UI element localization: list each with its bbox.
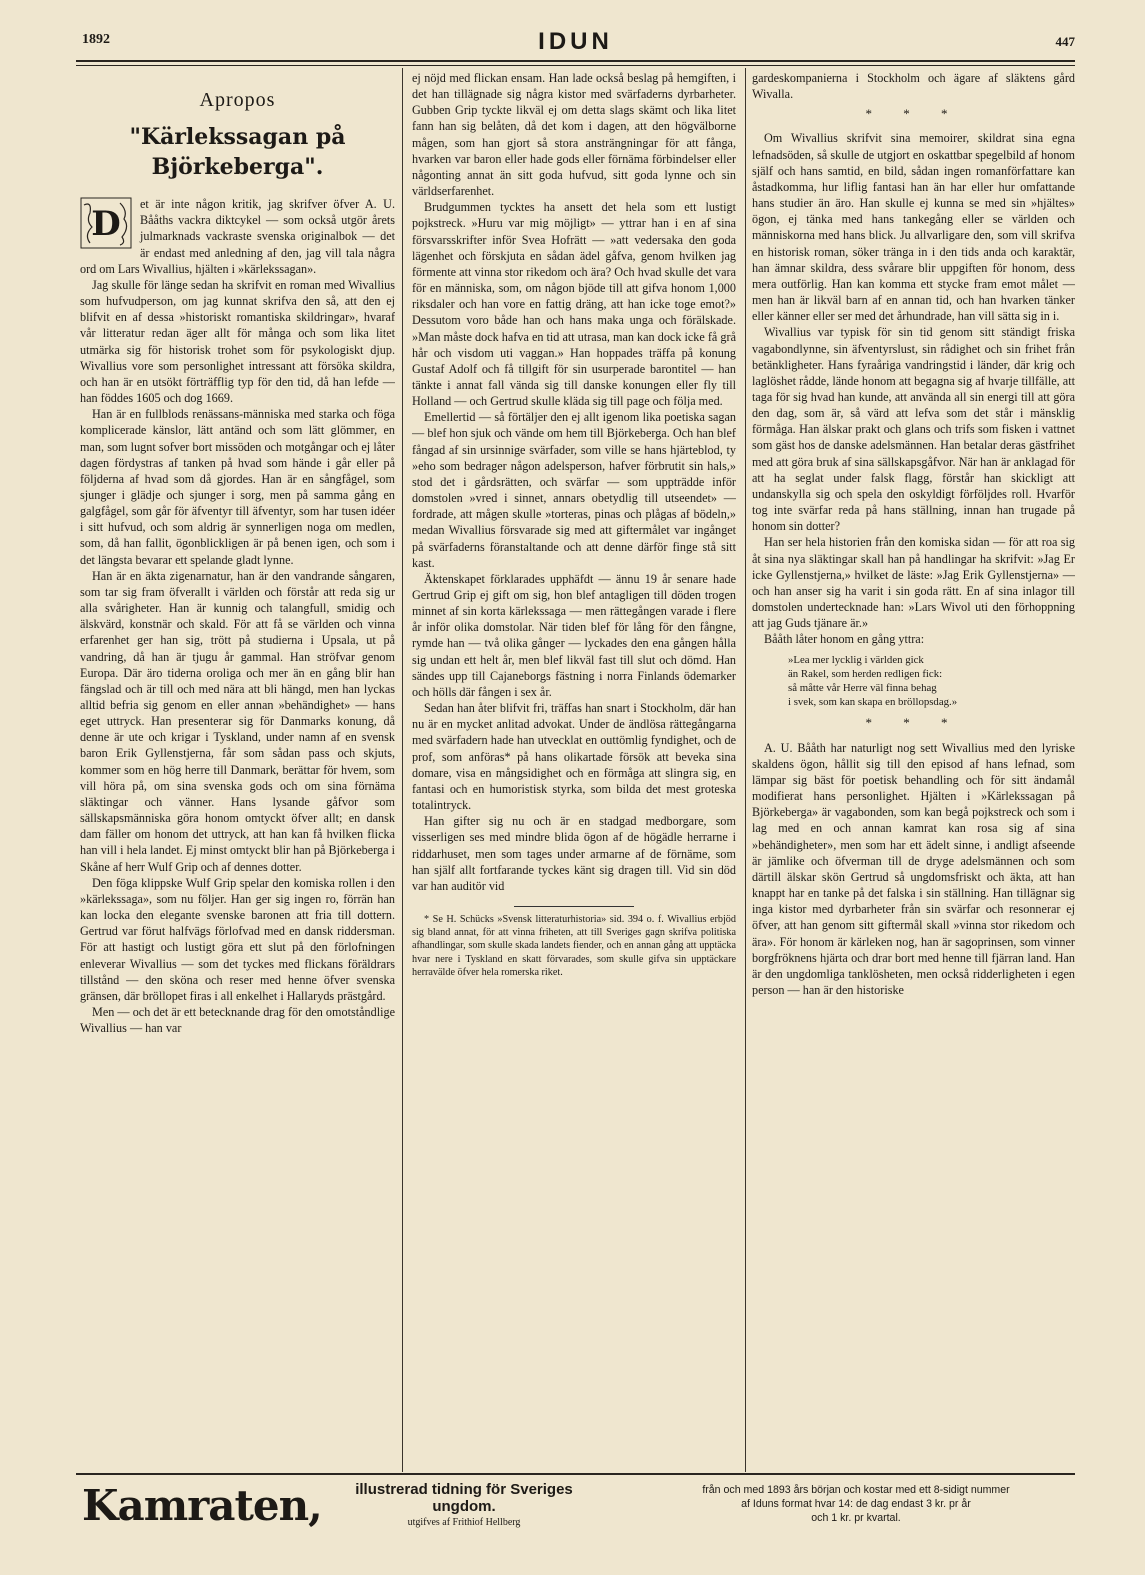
article-column-3 bbox=[752, 70, 1075, 1472]
article-kicker: Apropos bbox=[199, 89, 276, 111]
footer-price-line: och 1 kr. pr kvartal. bbox=[811, 1512, 901, 1524]
section-break-stars: * * * bbox=[865, 106, 962, 122]
poem-line: »Lea mer lycklig i världen gick bbox=[788, 654, 924, 667]
paragraph: Äktenskapet förklarades upphäfdt — ännu 19 år senare hade Gertrud Grip ej gift om sig, hon blef antagligen till döden trogen minnet af sin korta kärlekssaga — men rättegången varade i flere år inför olika domstolar. När tiden blef för lång för den fångne, rymde han — två olika gånger — lyckades den ena gången hålla sig undan ett helt år, men blef likväl fast till slut och dömd. Han sändes upp till Cajaneborgs fästning i norra Finlands ödemarker och hölls där fången i sex år. bbox=[412, 571, 736, 699]
paragraph: Den föga klippske Wulf Grip spelar den komiska rollen i den »kärlekssaga», som nu följer. Han ger sig ingen ro, förrän han kan locka den elegante svenske baronen att fria till dottern. Gertrud var förut halfvägs förlofvad med en dansk riddersman. För att hastigt och lustigt göra ett slut på den förlofningen enleverar Wivallius — som det tyckes med flickans föräldrars tillstånd — den sköna och reser med henne öfver svenska gränsen, där bröllopet firas i all enkelhet i Hallaryds prästgård. bbox=[80, 875, 395, 1003]
footer-brand: Kamraten, bbox=[82, 1481, 322, 1530]
paragraph: et är inte någon kritik, jag skrifver öfver A. U. Bååths vackra diktcykel — som också utgör årets julmarknads vackraste svenska originalbok — det är endast med anledning af den, jag vill tala några ord om Lars Wivallius, hjälten i »kärlekssagan». bbox=[80, 197, 395, 276]
footer-advertisement bbox=[76, 1473, 1075, 1563]
footer-pricing bbox=[636, 1483, 1076, 1525]
article-headline: "Kärlekssagan på Björkeberga". bbox=[129, 124, 346, 181]
paragraph: Han ser hela historien från den komiska sidan — för att roa sig åt sina nya släktingar skall han på handlingar ha skrifvit: »Jag Er icke Gyllenstjerna,» hvilket de läste: »Jag Erik Gyllenstjerna» — och han anser sig ha varit i sin goda rätt. En af sina inlagor till domstolen undertecknade han: »Lars Wivol uti den förhoppning att jag Guds tjänare är.» bbox=[752, 535, 1075, 631]
paragraph: A. U. Bååth har naturligt nog sett Wivallius med den lyriske skaldens ögon, hållit sig till den episod af hans lefnad, som lämpar sig bäst för poetisk behandling och för sitt ändamål modifierat hans personlighet. Hjälten i »Kärlekssagan på Björkeberga» är vagabonden, som kan begå pojkstreck och som i lag med en och annan kamrat kan rosa sig af sina »behändigheter», men som har ett ädelt sinne, i andligt afseende är jämlike och öfverman till de dryge adelsmännen och som därtill älskar skön Gertrud så ungdomsfriskt och äkta, att han knappt har en tanke på det falska i sin ställning. Han tillägnar sig inga kistor med dyrbarheter från sin svärfar och resonnerar ej öfver, att han genom sitt giftermål skall »vinna stor rikedom och ära». För honom är kärleken nog, han är sagoprinsen, som vinner borgfröknens hjärta och drar bort med henne till fjärran land. Han är den ungdomliga tanklösheten, men också ridderligheten i egen person — han är den historiske bbox=[752, 740, 1075, 997]
decorative-dropcap-icon bbox=[80, 197, 132, 249]
issue-year: 1892 bbox=[82, 32, 110, 47]
footer-publisher: utgifves af Frithiof Hellberg bbox=[407, 1517, 521, 1528]
page-number: 447 bbox=[1055, 34, 1075, 49]
header-rule bbox=[76, 60, 1075, 66]
paragraph: gardeskompanierna i Stockholm och ägare af släktens gård Wivalla. bbox=[752, 71, 1075, 102]
paragraph: Han gifter sig nu och är en stadgad medborgare, som visserligen ses med mindre blida ögon af de högädle herrarne i riddarhuset, men som tages under armarne af de förnäme, som han själf allt fortfarande tyckes känt sig dragen till. Vid sin död var han auditör vid bbox=[412, 814, 736, 893]
paragraph: Wivallius var typisk för sin tid genom sitt ständigt friska vagabondlynne, sin äfventyrslust, sin rådighet och sin frihet från betänkligheter. Hans fyraåriga vandringstid i länder, där krig och laglöshet rådde, lände honom att begagna sig af hvarje tillfälle, att taga för sig hvad han kunde, att använda all sin energi till att göra den dag, som är, så värd att lefva som det står i mänsklig förmåga. Han älskar prakt och glans och trifs som fisken i vattnet som gäst hos de danske adelsmännen. Han betalar deras gästfrihet med att göra bruk af sina sällskapsgåfvor. När han är anklagad för att ha seglat under falsk flagg, förstår han skickligt att undanskylla sig och spela den oskyldigt förföljdes roll. Hvarför tog inte svärfar reda på hans ställning, innan han trugade på honom sin dotter? bbox=[752, 325, 1075, 534]
paragraph: Han är en äkta zigenarnatur, han är den vandrande sångaren, som tar sig fram öfverallt i världen och förstår att reda sig ur alla svårigheter. Han är kunnig och talangfull, smidig och älskvärd, konstnär och skald. För att få se världen och vinna erfarenhet ger han sig, trött på studierna i Upsala, ut på vandring, då han är tjugu år gammal. Han ströfvar genom Europa. Där äro tiderna oroliga och mer än en gång blir han fängslad och är till och med nära att bli hängd, men han lyckas alltid befria sig genom en eller annan »behändighet» — hans eget uttryck. Han presenterar sig för Danmarks konung, då denne är ute och krigar i Tyskland, under namn af en svensk baron Erik Gyllenstjerna, får som sådan pass och skjuts, kommer som en hög herre till Danmark, berättar för hvem, som vill höra på, om sina svenska gods och om sina förnäma släktingar och vänner. Hans lysande gåfvor som sällskapsmänniska göra honom omtyckt öfver allt; en dansk dam fäller om honom det uttryck, att han kan få hvilken flicka han vill i hela landet. Ej minst omtyckt blir han på Björkeberga i Skåne af herr Wulf Grip och af dennes dotter. bbox=[80, 568, 395, 874]
footnote-rule bbox=[514, 906, 634, 907]
masthead-title: IDUN bbox=[538, 28, 613, 55]
footer-line: ungdom. bbox=[432, 1498, 496, 1515]
paragraph: ej nöjd med flickan ensam. Han lade också beslag på hemgiften, i det han tillägnade sig några kistor med svärfaderns dyrbarheter. Gubben Grip tyckte likväl ej om detta slags skämt och lika litet fann han sig belåten, då det kom i dagen, att den högvälborne mågen, som han gjort så stora ansträngningar för att fånga, hvarken var baron eller hade gods eller förnäma förbindelser eller någonting annat än sitt goda hufvud, sitt goda lynne och sin världserfarenhet. bbox=[412, 71, 736, 199]
paragraph: Jag skulle för länge sedan ha skrifvit en roman med Wivallius som hufvudperson, om jag kunnat skrifva den så, att den ej blifvit en af dessa »historiskt romantiska skildringar», hvaraf vår litteratur redan äger allt för många och som lika litet utmärka sig för historisk trohet som för psykologiskt djup. Wivallius vore som personlighet intressant att försöka skildra, och han är en utsökt förträfflig typ för den tid, då han lefde — han föddes 1605 och dog 1669. bbox=[80, 277, 395, 406]
paragraph: Om Wivallius skrifvit sina memoirer, skildrat sina egna lefnadsöden, så skulle de utgjort en oskattbar spegelbild af honom själf och hans samtid, en bild, sådan ingen romanförfattare kan åstadkomma, hur liflig fantasi han än har eller hur omfattande hans studier än äro. Han skulle ej kunna se med sin »hjältes» ögon, ej tänka med hans tankegång eller se världen och människorna med hans blick. Ju allvarligare den, som vill skrifva en historisk roman, söker tränga in i den tids anda och karaktär, han ämnar skildra, dess svårare blir uppgiften för honom, dess mera outförlig. Han kan komma ett stycke fram emot målet — men han är likväl barn af en annan tid, och han hvarken tänker eller känner eller ser med det århundrade, han vill sätta sig in i. bbox=[752, 131, 1075, 324]
footer-line: illustrerad tidning för Sveriges bbox=[355, 1481, 573, 1498]
section-break-stars: * * * bbox=[865, 715, 962, 731]
column-divider bbox=[745, 68, 746, 1472]
footer-price-line: af Iduns format hvar 14: de dag endast 3 kr. pr år bbox=[741, 1498, 971, 1510]
poem-line: i svek, som kan skapa en bröllopsdag.» bbox=[788, 696, 958, 709]
footer-description bbox=[309, 1481, 619, 1528]
footnote: * Se H. Schücks »Svensk litteraturhistoria» sid. 394 o. f. Wivallius erbjöd sig bland annat, för att vinna friheten, att till Sveriges gagn skrifva politiska afhandlingar, som skulle skada landets fiender, och en annan gång att upptäcka hvar nere i Tyskland en skatt förvarades, som skulle gifva sin upptäckare herravälde öfver hela romerska riket. bbox=[412, 913, 736, 978]
page-header bbox=[76, 28, 1075, 62]
paragraph: Han är en fullblods renässans-människa med starka och föga komplicerade känslor, lätt antänd och som lätt glömmer, en man, som lugnt sofver bort missöden och motgångar och ej låter dagen fördystras af tanken på hvad som hände i går eller på följderna af hvad som då gjordes. Han är en sångfågel, som sjunger i glädje och sjunger i sorg, men på samma gång en galgfågel, som går för äfventyr till äfventyr, som har tusen idéer i sitt hufvud, och som aldrig är synnerligen noga om medlen, som, då han fallit, ögonblickligen är på benen igen, och som i det längsta bevarar ett spelande gladt lynne. bbox=[80, 407, 395, 567]
paragraph: Brudgummen tycktes ha ansett det hela som ett lustigt pojkstreck. »Huru var mig möjligt» — yttrar han i en af sina försvarsskrifter inför Svea Hofrätt — »att vedersaka den goda lägenhet och förskjuta en sådan ädel gåfva, genom hvilken jag förmente att vinna stor rikedom och ära? Och hvad skulle det vara för en människa, som, om någon bjöde till att gifva honom 1,000 riksdaler och han vore en fattig dräng, att han icke toge emot?» Dessutom voro både han och hans maka unga och förälskade. »Man måste dock hafva en tid att utrasa, man kan dock icke få grå hår och visdom uti vaggan.» Han hoppades träffa på konung Gustaf Adolf och få tillgift för sin usurperade barontitel — han tänkte i annat fall vända sig till danske konungen eller fly till Holland — och Gertrud skulle kläda sig till page och följa med. bbox=[412, 200, 736, 409]
article-column-2 bbox=[412, 70, 736, 1472]
poem-line: så måtte vår Herre väl finna behag bbox=[788, 682, 937, 695]
footer-price-line: från och med 1893 års början och kostar med ett 8-sidigt nummer bbox=[702, 1484, 1010, 1496]
column-divider bbox=[402, 68, 403, 1472]
paragraph: Emellertid — så förtäljer den ej allt igenom lika poetiska sagan — blef hon sjuk och vände om hem till Björkeberga. Och han blef fångad af sin ursinnige svärfader, som ville se hans hjärteblod, ty »eho som bedrager någon adelsperson, hafver förbrutit sin hals,» stod det i gårdsrätten, och svärfar — som uppträdde inför domstolen »vred i sinnet, annars obetydlig till utseendet» — fordrade, att mågen skulle »torteras, pinas och plågas af bödeln,» medan Wivallius försvarade sig med att giftermålet var ingånget på svärfaderns föranstaltande och att denne därför finge stå sitt kast. bbox=[412, 410, 736, 570]
paragraph: Sedan han åter blifvit fri, träffas han snart i Stockholm, där han nu är en mycket anlitad advokat. Under de ändlösa rättegångarna med svärfadern hade han utvecklat en outtömlig fyndighet, och de prof, som anföras* på hans olikartade försök att beveka sina domare, visa en mångsidighet och en förmåga att slingra sig, en fantasi och en humoristisk styrka, som bilda det mest groteska totalintryck. bbox=[412, 701, 736, 813]
poem-quote bbox=[788, 653, 1075, 709]
article-column-1 bbox=[80, 70, 395, 1472]
dropcap-letter: D bbox=[91, 204, 121, 245]
poem-line: än Rakel, som herden redligen fick: bbox=[788, 668, 943, 681]
paragraph: Bååth låter honom en gång yttra: bbox=[764, 632, 925, 647]
paragraph: Men — och det är ett betecknande drag för den omotståndlige Wivallius — han var bbox=[80, 1004, 395, 1036]
